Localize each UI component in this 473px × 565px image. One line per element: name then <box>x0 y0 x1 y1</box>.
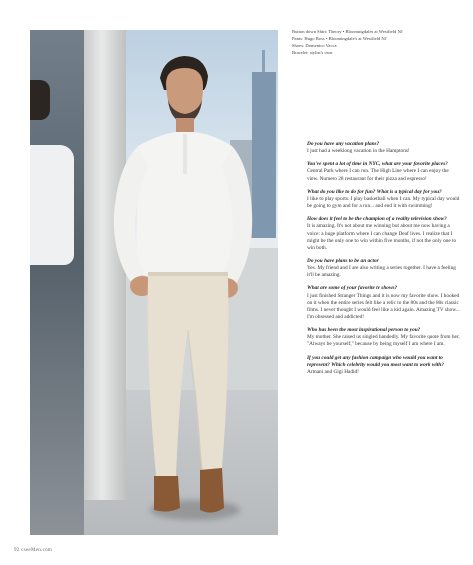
answer: I just had a weeklong vacation in the Hamptons! <box>307 148 410 155</box>
question: Who has been the most inspirational person to you? <box>307 327 421 334</box>
fashion-photo <box>30 30 278 535</box>
question: How does it feel to be the champion of a reality television show? <box>307 216 447 223</box>
credit-line: Pants: Hugo Boss • Bloomingdale's at Westfield NJ <box>292 36 387 41</box>
question: Do you have plans to be an actor <box>307 257 379 264</box>
qa-block <box>307 141 460 155</box>
qa-block <box>307 189 460 210</box>
answer: Armani and Gigi Hadid! <box>307 368 359 375</box>
reflection-hair <box>30 80 50 120</box>
answer: Yes. My friend and I are also writing a series together. I have a feeling it'll be amazing. <box>307 265 456 279</box>
answer: I just finished Stranger Things and it is now my favorite show. I hooked on it when the entire series felt like a relic to the 80s and the 80s classic films. I never thought I would feel like a kid again. Amazing TV show... I'm obsessed and addicted! <box>307 292 460 320</box>
qa-block <box>307 355 460 376</box>
answer: My mother. She raised us singled handedly. My favorite quote from her, "Always be yourself," because by being myself I am where I am. <box>307 334 460 348</box>
answer: Central Park where I can run. The High Line where I can enjoy the view. Numero 28 restaurant for their pizza and espresso! <box>307 168 449 182</box>
question: What are some of your favorite tv shows? <box>307 285 398 292</box>
question: Do you have any vacation plans? <box>307 141 380 147</box>
question: You've spent a lot of time in NYC, what are your favorite places? <box>307 161 448 168</box>
reflection-shirt <box>30 145 74 265</box>
qa-block <box>307 216 460 251</box>
credit-line: Shoes: Domenico Vacca <box>292 43 337 48</box>
model-figure <box>90 38 270 535</box>
credit-line: Button down Shirt: Theory • Bloomingdales at Westfield NJ <box>292 29 403 34</box>
qa-block <box>307 285 460 320</box>
answer: It is amazing. It's not about me winning but about me now having a voice: a huge platform where I can change Deaf lives. I realize that I might be the only one to win within five months, if not the only one to win both. <box>307 223 457 251</box>
interview-column <box>307 141 460 382</box>
photo-credits <box>292 28 462 56</box>
question: What do you like to do for fun? What is a typical day for you? <box>307 188 442 195</box>
credit-line: Bracelet: stylist's own <box>292 50 333 55</box>
answer: I like to play sports. I play basketball when I can. My typical day would be going to gym and for a run... and end it with swimming! <box>307 195 460 210</box>
qa-block <box>307 161 460 182</box>
qa-block <box>307 258 460 279</box>
question: If you could get any fashion campaign who would you want to represent? Which celebrity would you most want to work with? <box>307 354 444 368</box>
qa-block <box>307 327 460 348</box>
page-folio: 92 cseeMen.com <box>14 548 53 553</box>
